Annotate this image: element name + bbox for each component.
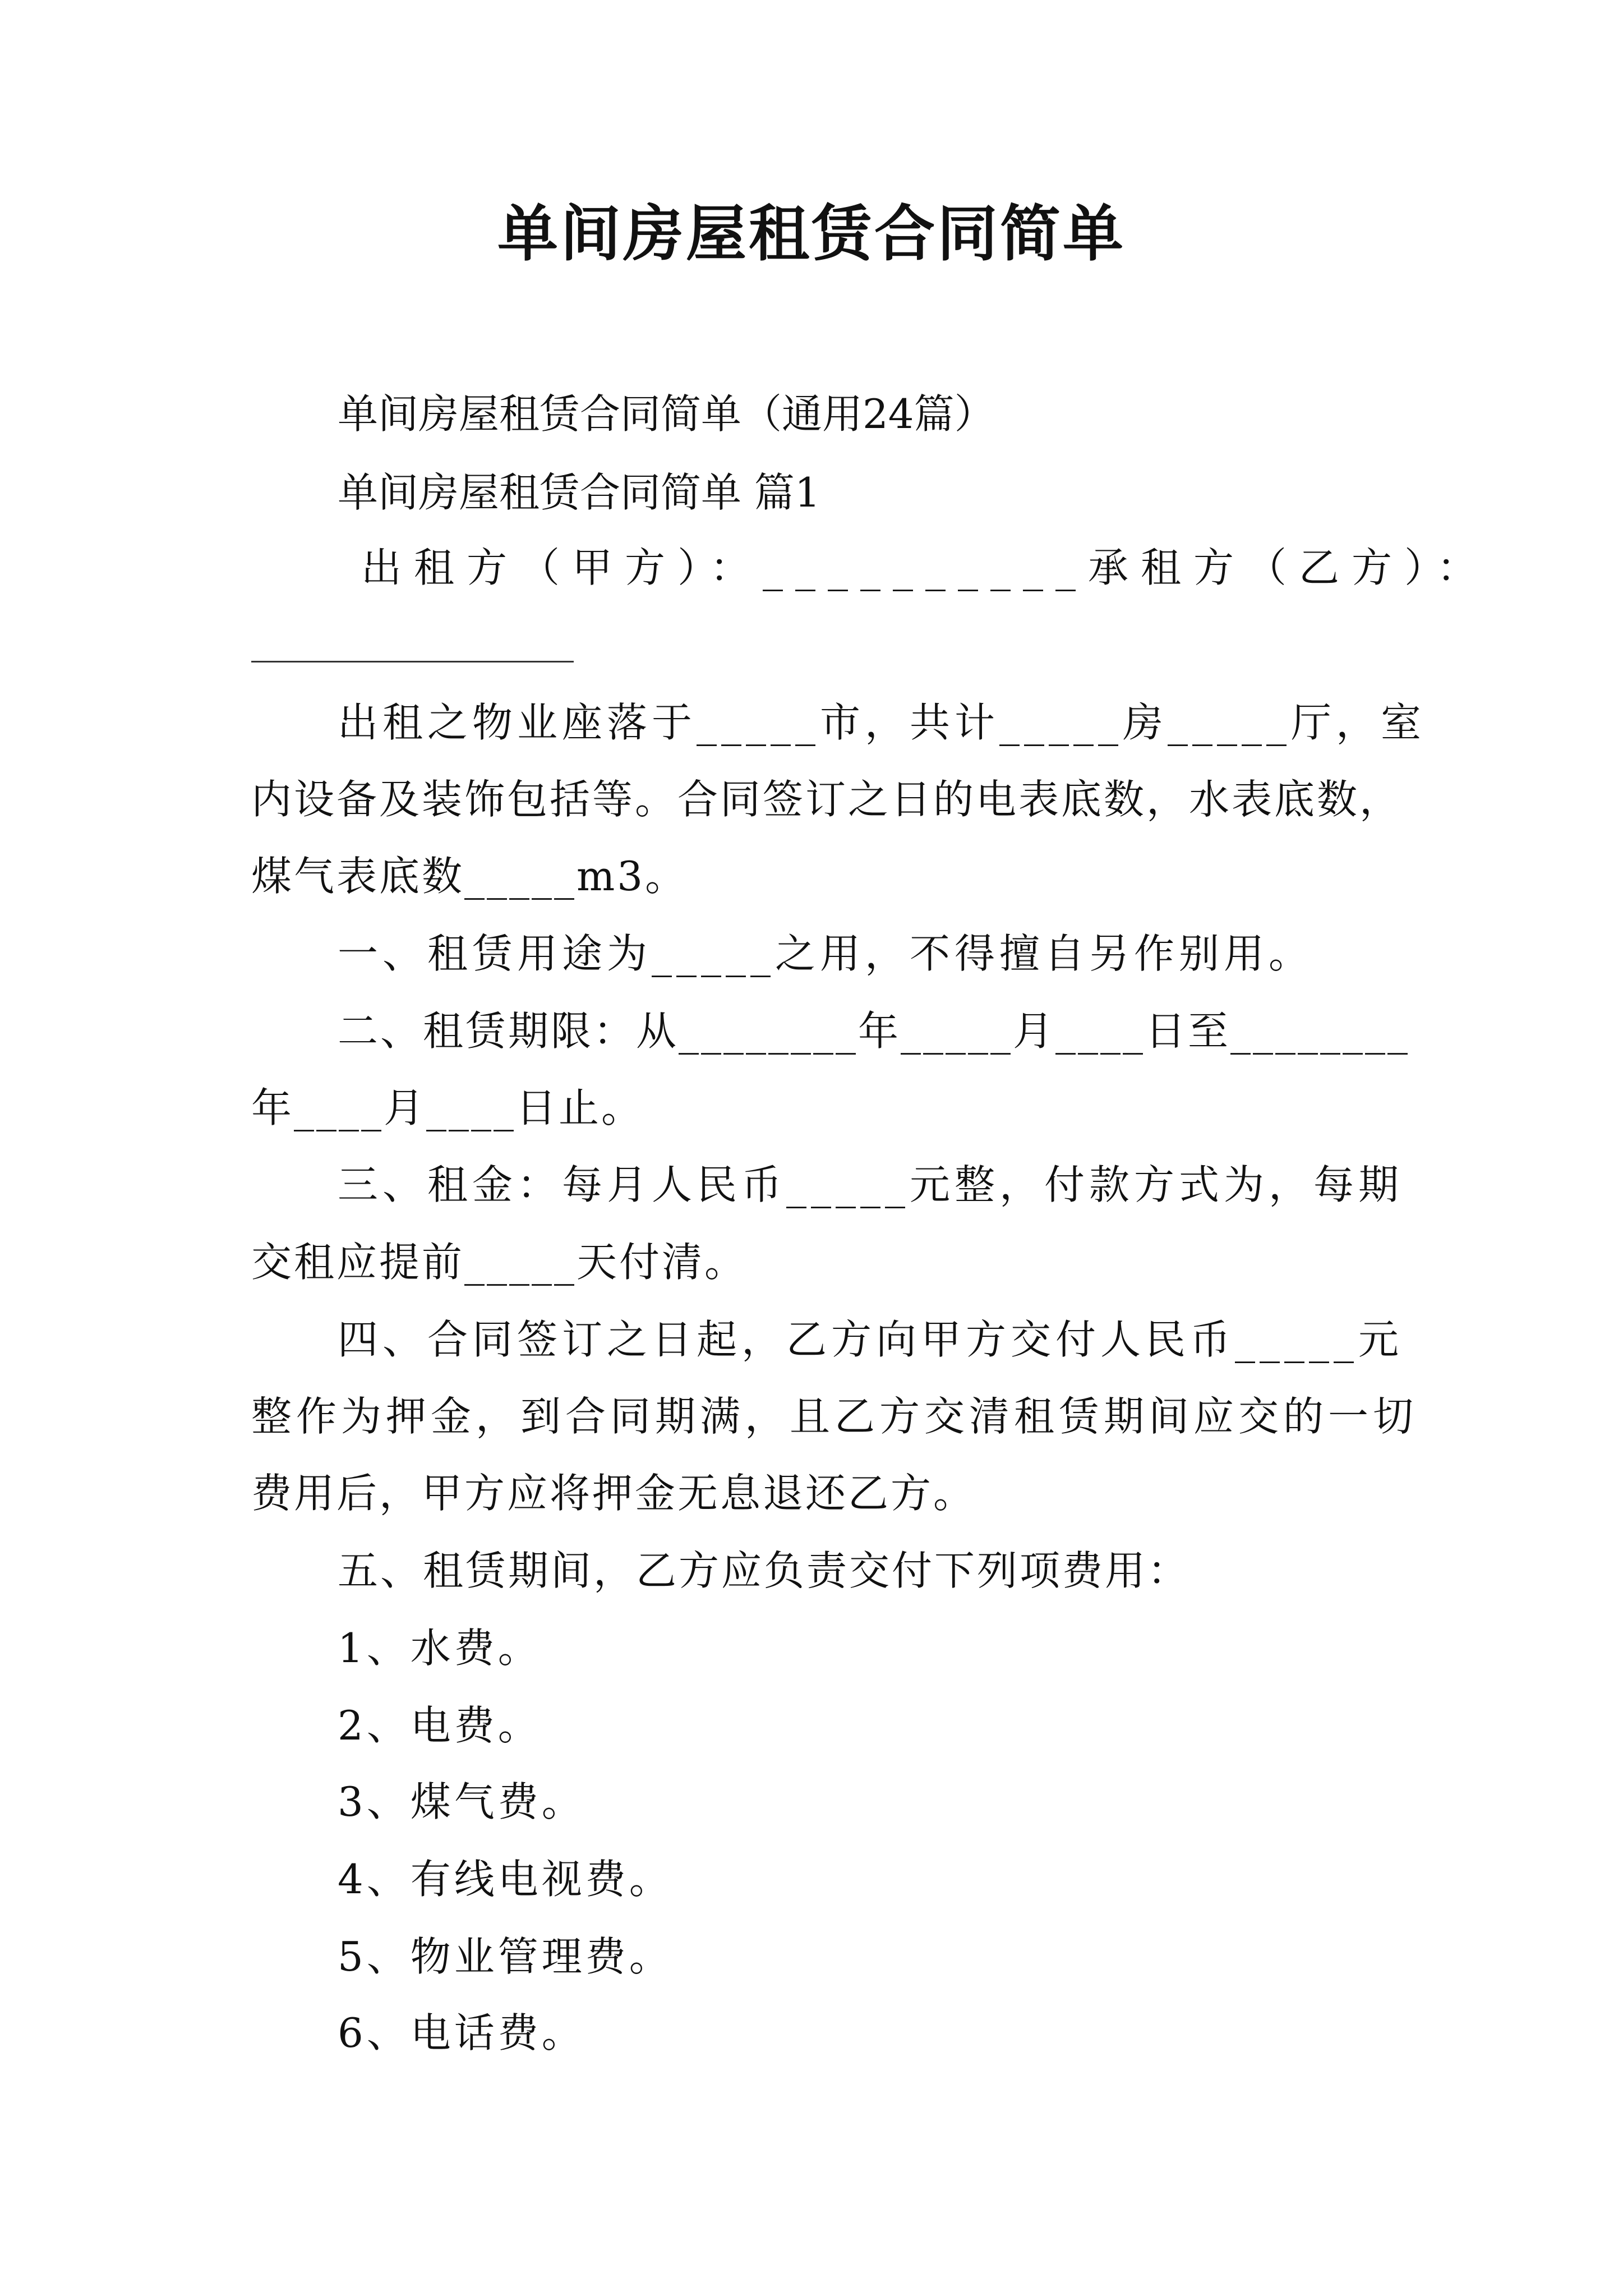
lessee-label: 承租方（乙方）： xyxy=(1088,544,1490,591)
paragraph-line: 整作为押金，到合同期满，且乙方交清租赁期间应交的一切 xyxy=(251,1393,1418,1440)
clause-fees: 五、租赁期间，乙方应负责交付下列项费用： xyxy=(338,1547,1191,1594)
paragraph-line: 费用后，甲方应将押金无息退还乙方。 xyxy=(251,1470,976,1517)
paragraph-line: 二、租赁期限：从________年_____月____日至________ xyxy=(338,1007,1410,1055)
fee-item: 5、物业管理费。 xyxy=(338,1933,673,1980)
paragraph-line: 四、合同签订之日起，乙方向甲方交付人民币_____元 xyxy=(338,1316,1404,1363)
document-subtitle: 单间房屋租赁合同简单（通用24篇） xyxy=(338,390,995,438)
fee-item: 1、水费。 xyxy=(338,1625,542,1672)
paragraph-line: 内设备及装饰包括等。合同签订之日的电表底数，水表底数， xyxy=(251,776,1403,823)
lessee-blank-line xyxy=(251,661,574,662)
fee-item: 4、有线电视费。 xyxy=(338,1856,673,1903)
fee-item: 3、煤气费。 xyxy=(338,1778,585,1825)
part-heading: 单间房屋租赁合同简单 篇1 xyxy=(338,469,820,516)
document-title: 单间房屋租赁合同简单 xyxy=(497,199,1126,269)
parties-line xyxy=(251,540,1490,596)
fee-item: 6、电话费。 xyxy=(338,2009,585,2056)
fee-item: 2、电费。 xyxy=(338,1702,542,1749)
clause-purpose: 一、租赁用途为_____之用，不得擅自另作别用。 xyxy=(338,930,1314,977)
lessor-label: 出租方（甲方）：__________ xyxy=(361,544,1089,591)
paragraph-line: 交租应提前_____天付清。 xyxy=(251,1239,748,1286)
paragraph-line: 煤气表底数_____m3。 xyxy=(251,853,688,900)
paragraph-line: 出租之物业座落于_____市，共计_____房_____厅，室 xyxy=(338,699,1426,746)
paragraph-line: 年____月____日止。 xyxy=(251,1084,644,1131)
paragraph-line: 三、租金：每月人民币_____元整，付款方式为，每期 xyxy=(338,1161,1404,1208)
